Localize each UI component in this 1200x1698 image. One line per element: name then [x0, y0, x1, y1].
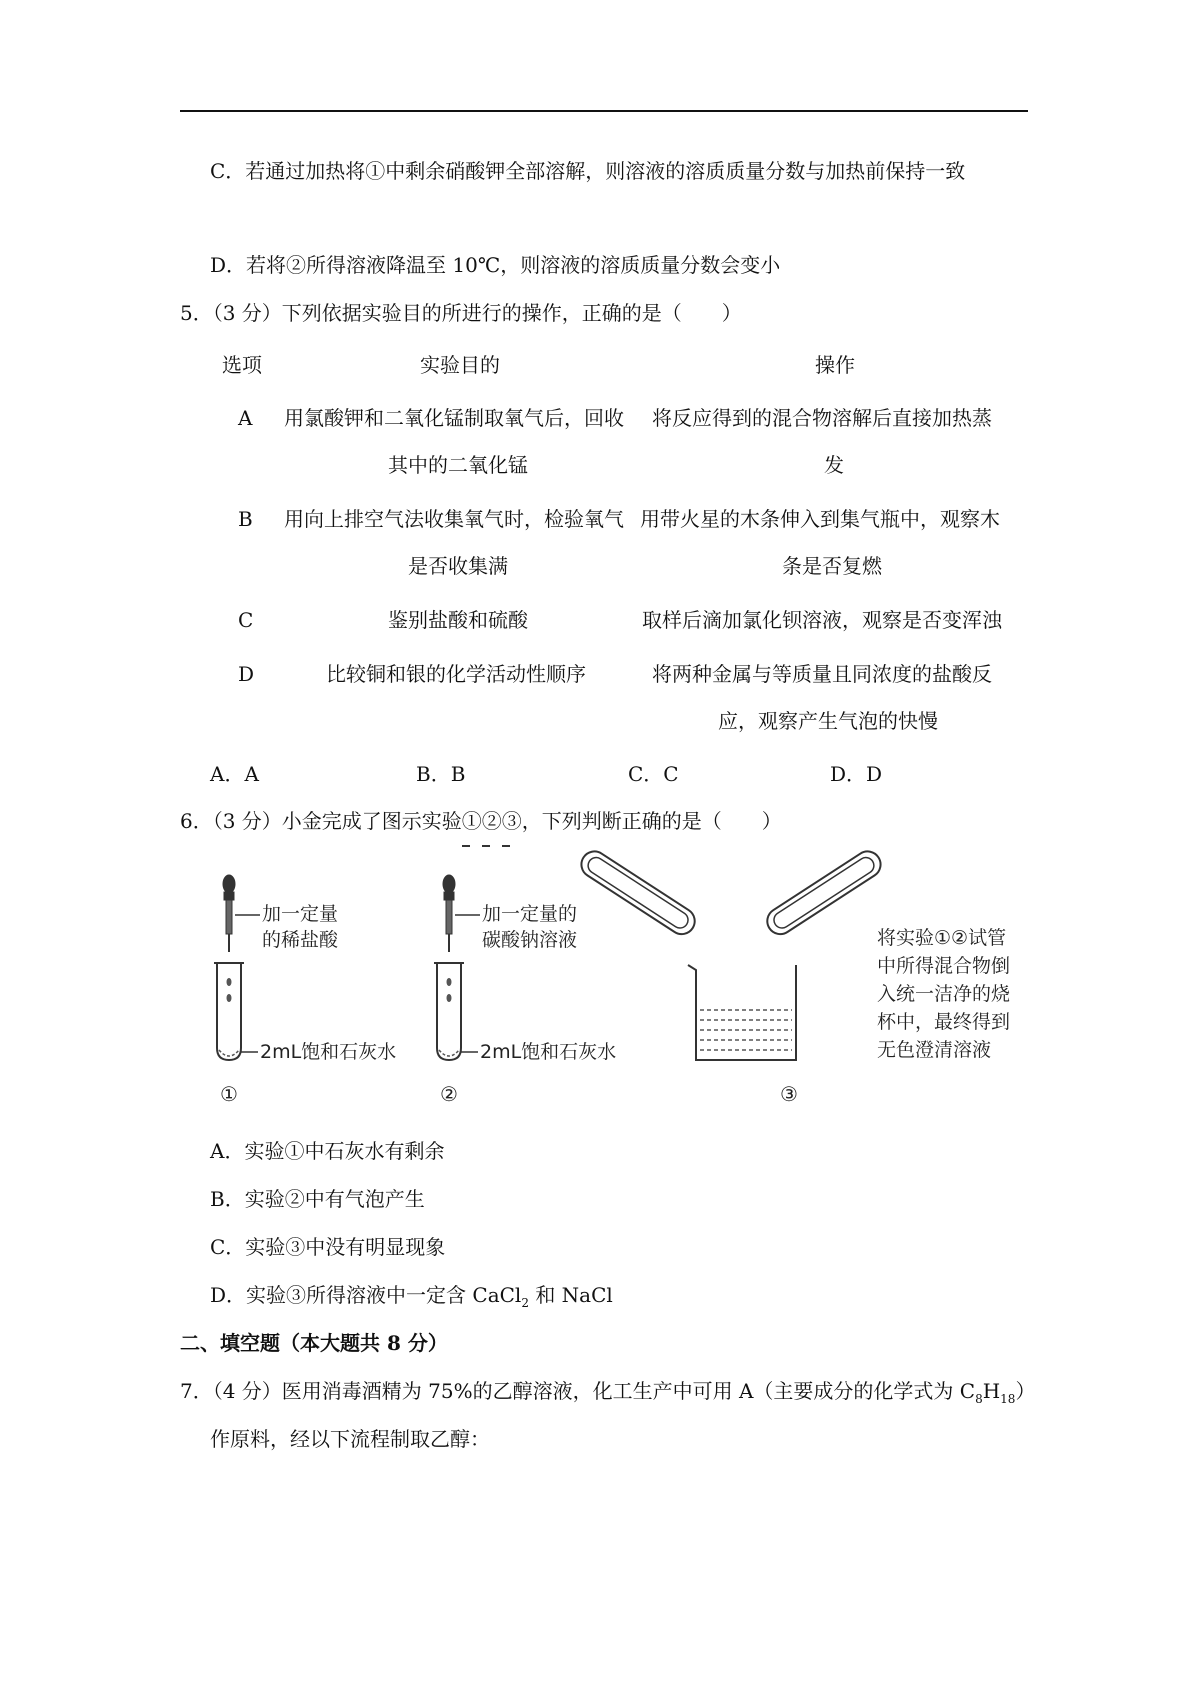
- table-row-c-option: C: [238, 608, 254, 632]
- q4-option-d[interactable]: D．若将②所得溶液降温至 10℃，则溶液的溶质质量分数会变小: [210, 253, 781, 277]
- table-row-b-goal-2: 是否收集满: [408, 554, 508, 578]
- q7-line1: [180, 1378, 1035, 1412]
- table-row-d-goal-1: 比较铜和银的化学活动性顺序: [326, 662, 586, 686]
- dropper-2-label-line2: 碳酸钠溶液: [482, 929, 578, 951]
- table-row-d-option: D: [238, 662, 255, 686]
- beaker-liquid: [700, 1010, 792, 1050]
- q6-option-d-prefix: D．实验③所得溶液中一定含 CaCl: [210, 1283, 522, 1307]
- tube-1-label: 2mL饱和石灰水: [260, 1041, 397, 1063]
- drops-2: [447, 978, 452, 1002]
- experiment-2-mark: ②: [440, 1082, 458, 1106]
- table-header-option: 选项: [222, 353, 262, 377]
- q6-option-d-suffix: 和 NaCl: [528, 1283, 613, 1307]
- table-row-d-op-1: 将两种金属与等质量且同浓度的盐酸反: [652, 662, 992, 686]
- table-row-c-goal-1: 鉴别盐酸和硫酸: [388, 608, 528, 632]
- q5-choice-c[interactable]: C．C: [628, 762, 679, 786]
- drops-1: [227, 978, 232, 1002]
- table-row-d-op-2: 应，观察产生气泡的快慢: [718, 709, 938, 733]
- figure-note-line5: 无色澄清溶液: [877, 1039, 992, 1061]
- test-tube-1-icon: [214, 963, 244, 1060]
- experiment-3-mark: ③: [780, 1082, 798, 1106]
- q5-choice-b[interactable]: B．B: [416, 762, 466, 786]
- table-row-b-option: B: [238, 507, 253, 531]
- q6-option-d-subscript: 2: [521, 1296, 529, 1310]
- table-header-goal: 实验目的: [420, 353, 500, 377]
- table-row-a-op-1: 将反应得到的混合物溶解后直接加热蒸: [652, 406, 992, 430]
- dropper-1-icon: [223, 875, 235, 952]
- q7-formula-h: H: [982, 1379, 1001, 1403]
- q4-option-c[interactable]: C．若通过加热将①中剩余硝酸钾全部溶解，则溶液的溶质质量分数与加热前保持一致: [210, 159, 966, 183]
- pouring-tube-left-icon: [576, 846, 699, 939]
- q5-choice-d[interactable]: D．D: [830, 762, 883, 786]
- dropper-2-label-line1: 加一定量的: [482, 903, 578, 925]
- table-row-a-op-2: 发: [824, 453, 844, 477]
- table-row-b-op-2: 条是否复燃: [782, 554, 882, 578]
- q7-line1-suffix: ）: [1015, 1379, 1036, 1403]
- figure-note-line1: 将实验①②试管: [877, 927, 1007, 949]
- table-row-b-goal-1: 用向上排空气法收集氧气时，检验氧气: [284, 507, 624, 531]
- table-row-a-goal-2: 其中的二氧化锰: [388, 453, 528, 477]
- q7-line1-prefix: 7．（4 分）医用消毒酒精为 75%的乙醇溶液，化工生产中可用 A（主要成分的化学式为 C: [180, 1379, 976, 1403]
- q6-option-a[interactable]: A．实验①中石灰水有剩余: [210, 1139, 445, 1163]
- q5-stem: 5．（3 分）下列依据实验目的所进行的操作，正确的是（ ）: [180, 301, 742, 325]
- q6-stem: 6．（3 分）小金完成了图示实验①②③，下列判断正确的是（ ）: [180, 809, 782, 833]
- q7-subscript-h: 18: [1000, 1392, 1016, 1406]
- section-2-title: 二、填空题（本大题共 8 分）: [180, 1331, 448, 1355]
- q6-option-c[interactable]: C．实验③中没有明显现象: [210, 1235, 446, 1259]
- beaker-icon: [688, 965, 796, 1060]
- figure-note-line4: 杯中，最终得到: [877, 1011, 1011, 1033]
- q7-line2: 作原料，经以下流程制取乙醇：: [210, 1427, 490, 1451]
- figure-note-line3: 入统一洁净的烧: [877, 983, 1011, 1005]
- table-row-a-goal-1: 用氯酸钾和二氧化锰制取氧气后，回收: [284, 406, 624, 430]
- q6-option-b[interactable]: B．实验②中有气泡产生: [210, 1187, 425, 1211]
- dropper-2-icon: [443, 875, 455, 952]
- pouring-tube-right-icon: [762, 846, 885, 939]
- table-row-a-option: A: [238, 406, 253, 430]
- dropper-1-label-line2: 的稀盐酸: [262, 929, 339, 951]
- table-row-c-op-1: 取样后滴加氯化钡溶液，观察是否变浑浊: [642, 608, 1002, 632]
- header-rule: [180, 110, 1028, 112]
- dropper-1-label-line1: 加一定量: [262, 903, 339, 925]
- figure-note-line2: 中所得混合物倒: [877, 955, 1011, 977]
- test-tube-2-icon: [434, 963, 464, 1060]
- table-header-operation: 操作: [815, 353, 855, 377]
- experiment-1-mark: ①: [220, 1082, 238, 1106]
- q6-option-d[interactable]: [210, 1282, 613, 1316]
- table-row-b-op-1: 用带火星的木条伸入到集气瓶中，观察木: [640, 507, 1000, 531]
- tube-2-label: 2mL饱和石灰水: [480, 1041, 617, 1063]
- q5-choice-a[interactable]: A．A: [210, 762, 259, 786]
- q7-subscript-c: 8: [975, 1392, 983, 1406]
